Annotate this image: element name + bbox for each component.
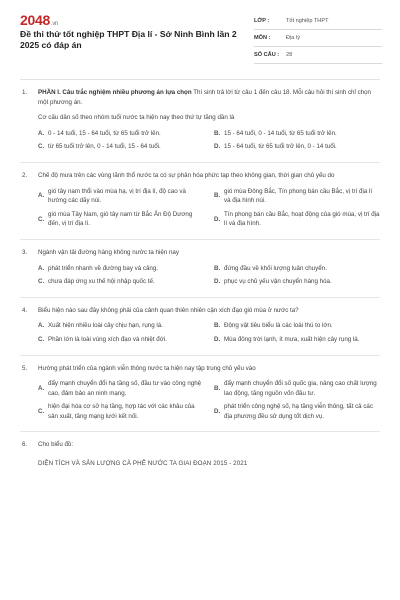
- meta-row-class: [254, 13, 382, 30]
- question-number: 2.: [22, 171, 28, 179]
- exam-meta: [254, 13, 382, 64]
- header-divider: [20, 79, 380, 80]
- answer-option[interactable]: [38, 379, 204, 398]
- option-letter: B.: [214, 192, 221, 200]
- answer-option[interactable]: [214, 142, 380, 152]
- question-stem: [38, 440, 380, 450]
- question-number: 3.: [22, 248, 28, 256]
- option-letter: C.: [38, 278, 45, 286]
- answer-option[interactable]: [214, 379, 380, 398]
- option-text: đứng đầu về khối lượng luân chuyển.: [224, 264, 327, 272]
- section-heading: PHẦN I. Câu trắc nghiệm nhiều phương án lựa chọn: [38, 89, 192, 96]
- option-text: phát triển công nghệ số, hạ tầng viễn thông, tất cả các địa phương đều sử dụng tốt dịch vụ.: [224, 403, 373, 420]
- question-6: [0, 440, 400, 468]
- answer-options: [38, 129, 380, 152]
- question-text: Cho biểu đồ:: [38, 441, 74, 449]
- option-text: chưa đáp ứng xu thế hội nhập quốc tế.: [48, 278, 155, 286]
- logo-text: 2048: [20, 12, 50, 28]
- option-letter: A.: [38, 322, 45, 330]
- option-text: Mùa đông trời lạnh, ít mưa, xuất hiện cây rụng lá.: [224, 335, 360, 343]
- question-1: [0, 88, 400, 152]
- answer-option[interactable]: [214, 264, 380, 274]
- question-divider: [20, 239, 380, 240]
- page-title: Đề thi thử tốt nghiệp THPT Địa lí - Sở Ninh Bình lần 2 2025 có đáp án: [20, 29, 237, 50]
- question-subtext: Cơ cấu dân số theo nhóm tuổi nước ta hiện nay theo thứ tự tăng dần là: [38, 114, 235, 122]
- option-text: phát triển nhanh về đường bay và cảng.: [48, 264, 159, 272]
- option-text: 15 - 64 tuổi, từ 65 tuổi trở lên, 0 - 14 tuổi.: [224, 143, 337, 151]
- option-letter: C.: [38, 408, 45, 416]
- option-text: 0 - 14 tuổi, 15 - 64 tuổi, từ 65 tuổi trở lên.: [48, 129, 161, 137]
- question-number: 4.: [22, 306, 28, 314]
- meta-key: MÔN :: [254, 35, 271, 41]
- option-text: 15 - 64 tuổi, 0 - 14 tuổi, từ 65 tuổi trở lên.: [224, 129, 337, 137]
- answer-options: [38, 187, 380, 229]
- question-number: 6.: [22, 441, 28, 449]
- question-stem: [38, 88, 380, 107]
- question-text: Ngành vận tải đường hàng không nước ta hiện nay: [38, 248, 179, 256]
- meta-value: Địa lý: [286, 35, 300, 41]
- answer-option[interactable]: [214, 335, 380, 345]
- option-text: từ 65 tuổi trở lên, 0 - 14 tuổi, 15 - 64 tuổi.: [48, 143, 161, 151]
- option-letter: A.: [38, 192, 45, 200]
- question-divider: [20, 297, 380, 298]
- answer-option[interactable]: [38, 142, 204, 152]
- answer-option[interactable]: [214, 129, 380, 139]
- option-text: phục vụ chủ yếu vận chuyển hàng hóa.: [224, 278, 332, 286]
- answer-option[interactable]: [214, 277, 380, 287]
- option-letter: B.: [214, 264, 221, 272]
- option-text: Phần lớn là loài vùng xích đạo và nhiệt đới.: [48, 335, 167, 343]
- option-text: gió mùa Đông Bắc, Tín phong bán cầu Bắc, vị trí địa lí và địa hình núi.: [224, 187, 373, 205]
- question-stem: [38, 306, 380, 316]
- option-letter: C.: [38, 335, 45, 343]
- option-text: đẩy mạnh chuyển đổi hạ tầng số, đầu tư vào công nghệ cao, đảm bảo an ninh mạng.: [48, 380, 202, 397]
- question-divider: [20, 431, 380, 432]
- meta-value: Tốt nghiệp THPT: [286, 18, 329, 24]
- answer-options: [38, 264, 380, 287]
- meta-row-subject: [254, 30, 382, 47]
- answer-option[interactable]: [38, 321, 204, 331]
- option-letter: D.: [214, 215, 221, 223]
- answer-options: [38, 379, 380, 421]
- answer-option[interactable]: [214, 210, 380, 229]
- question-divider: [20, 355, 380, 356]
- option-letter: A.: [38, 264, 45, 272]
- option-letter: B.: [214, 384, 221, 392]
- answer-option[interactable]: [38, 277, 204, 287]
- option-letter: D.: [214, 143, 221, 151]
- question-stem: [38, 364, 380, 374]
- option-letter: D.: [214, 408, 221, 416]
- answer-option[interactable]: [214, 187, 380, 206]
- question-number: 1.: [22, 89, 28, 96]
- option-text: gió mùa Tây Nam, gió tây nam từ Bắc Ấn Độ Dương đến, vị trí địa lí.: [48, 210, 193, 228]
- question-divider: [20, 162, 380, 163]
- option-letter: A.: [38, 384, 45, 392]
- option-letter: D.: [214, 335, 221, 343]
- answer-option[interactable]: [214, 321, 380, 331]
- answer-option[interactable]: [38, 402, 204, 421]
- answer-option[interactable]: [38, 264, 204, 274]
- meta-row-count: [254, 47, 382, 64]
- option-text: Tín phong bán cầu Bắc, hoạt động của gió mùa, vị trí địa lí và địa hình.: [224, 210, 380, 228]
- question-stem: [38, 248, 380, 258]
- question-text: Hướng phát triển của ngành viễn thông nước ta hiện nay tập trung chủ yếu vào: [38, 364, 256, 372]
- question-text: Chế độ mưa trên các vùng lãnh thổ nước ta có sự phân hóa phức tạp theo không gian, thời gian chủ yếu do: [38, 171, 335, 179]
- option-text: Động vật tiêu biểu là các loài thú to lớn.: [224, 322, 333, 330]
- site-logo[interactable]: [20, 12, 58, 28]
- option-letter: B.: [214, 322, 221, 330]
- question-text: Thí sinh trả lời từ câu 1 đến câu 18. Mỗi câu hỏi thí sinh chỉ chọn một phương án.: [38, 89, 371, 106]
- question-number: 5.: [22, 364, 28, 372]
- option-letter: C.: [38, 143, 45, 151]
- meta-key: SỐ CÂU :: [254, 52, 280, 58]
- meta-key: LỚP :: [254, 18, 270, 24]
- question-stem: [38, 171, 380, 181]
- question-list: [0, 88, 400, 469]
- logo-suffix: .vn: [50, 21, 59, 27]
- chart-caption: DIỆN TÍCH VÀ SẢN LƯỢNG CÀ PHÊ NƯỚC TA GIAI ĐOẠN 2015 - 2021: [38, 460, 248, 468]
- meta-value: 28: [286, 52, 293, 58]
- option-letter: A.: [38, 129, 45, 137]
- option-letter: B.: [214, 129, 221, 137]
- option-letter: D.: [214, 278, 221, 286]
- option-text: hiện đại hóa cơ sở hạ tầng, hợp tác với các khâu của sản xuất, tăng mạng lưới kết nối.: [48, 403, 195, 420]
- option-text: gió tây nam thổi vào mùa hạ, vị trí địa lí, độ cao và hướng các dãy núi.: [48, 187, 186, 205]
- answer-option[interactable]: [214, 402, 380, 421]
- answer-option[interactable]: [38, 335, 204, 345]
- answer-option[interactable]: [38, 129, 204, 139]
- option-text: đẩy mạnh chuyển đổi số quốc gia, nâng cao chất lượng lao động, tăng nguồn vốn đầu tư.: [224, 380, 377, 397]
- question-4: [0, 306, 400, 345]
- option-letter: C.: [38, 215, 45, 223]
- answer-option[interactable]: [38, 187, 204, 206]
- question-2: [0, 171, 400, 229]
- question-3: [0, 248, 400, 287]
- question-text: Biểu hiện nào sau đây không phải của cảnh quan thiên nhiên cận xích đạo gió mùa ở nước ta?: [38, 306, 299, 314]
- answer-option[interactable]: [38, 210, 204, 229]
- question-5: [0, 364, 400, 422]
- option-text: Xuất hiện nhiều loài cây chịu hạn, rụng lá.: [48, 322, 163, 330]
- answer-options: [38, 321, 380, 344]
- header: [0, 0, 400, 66]
